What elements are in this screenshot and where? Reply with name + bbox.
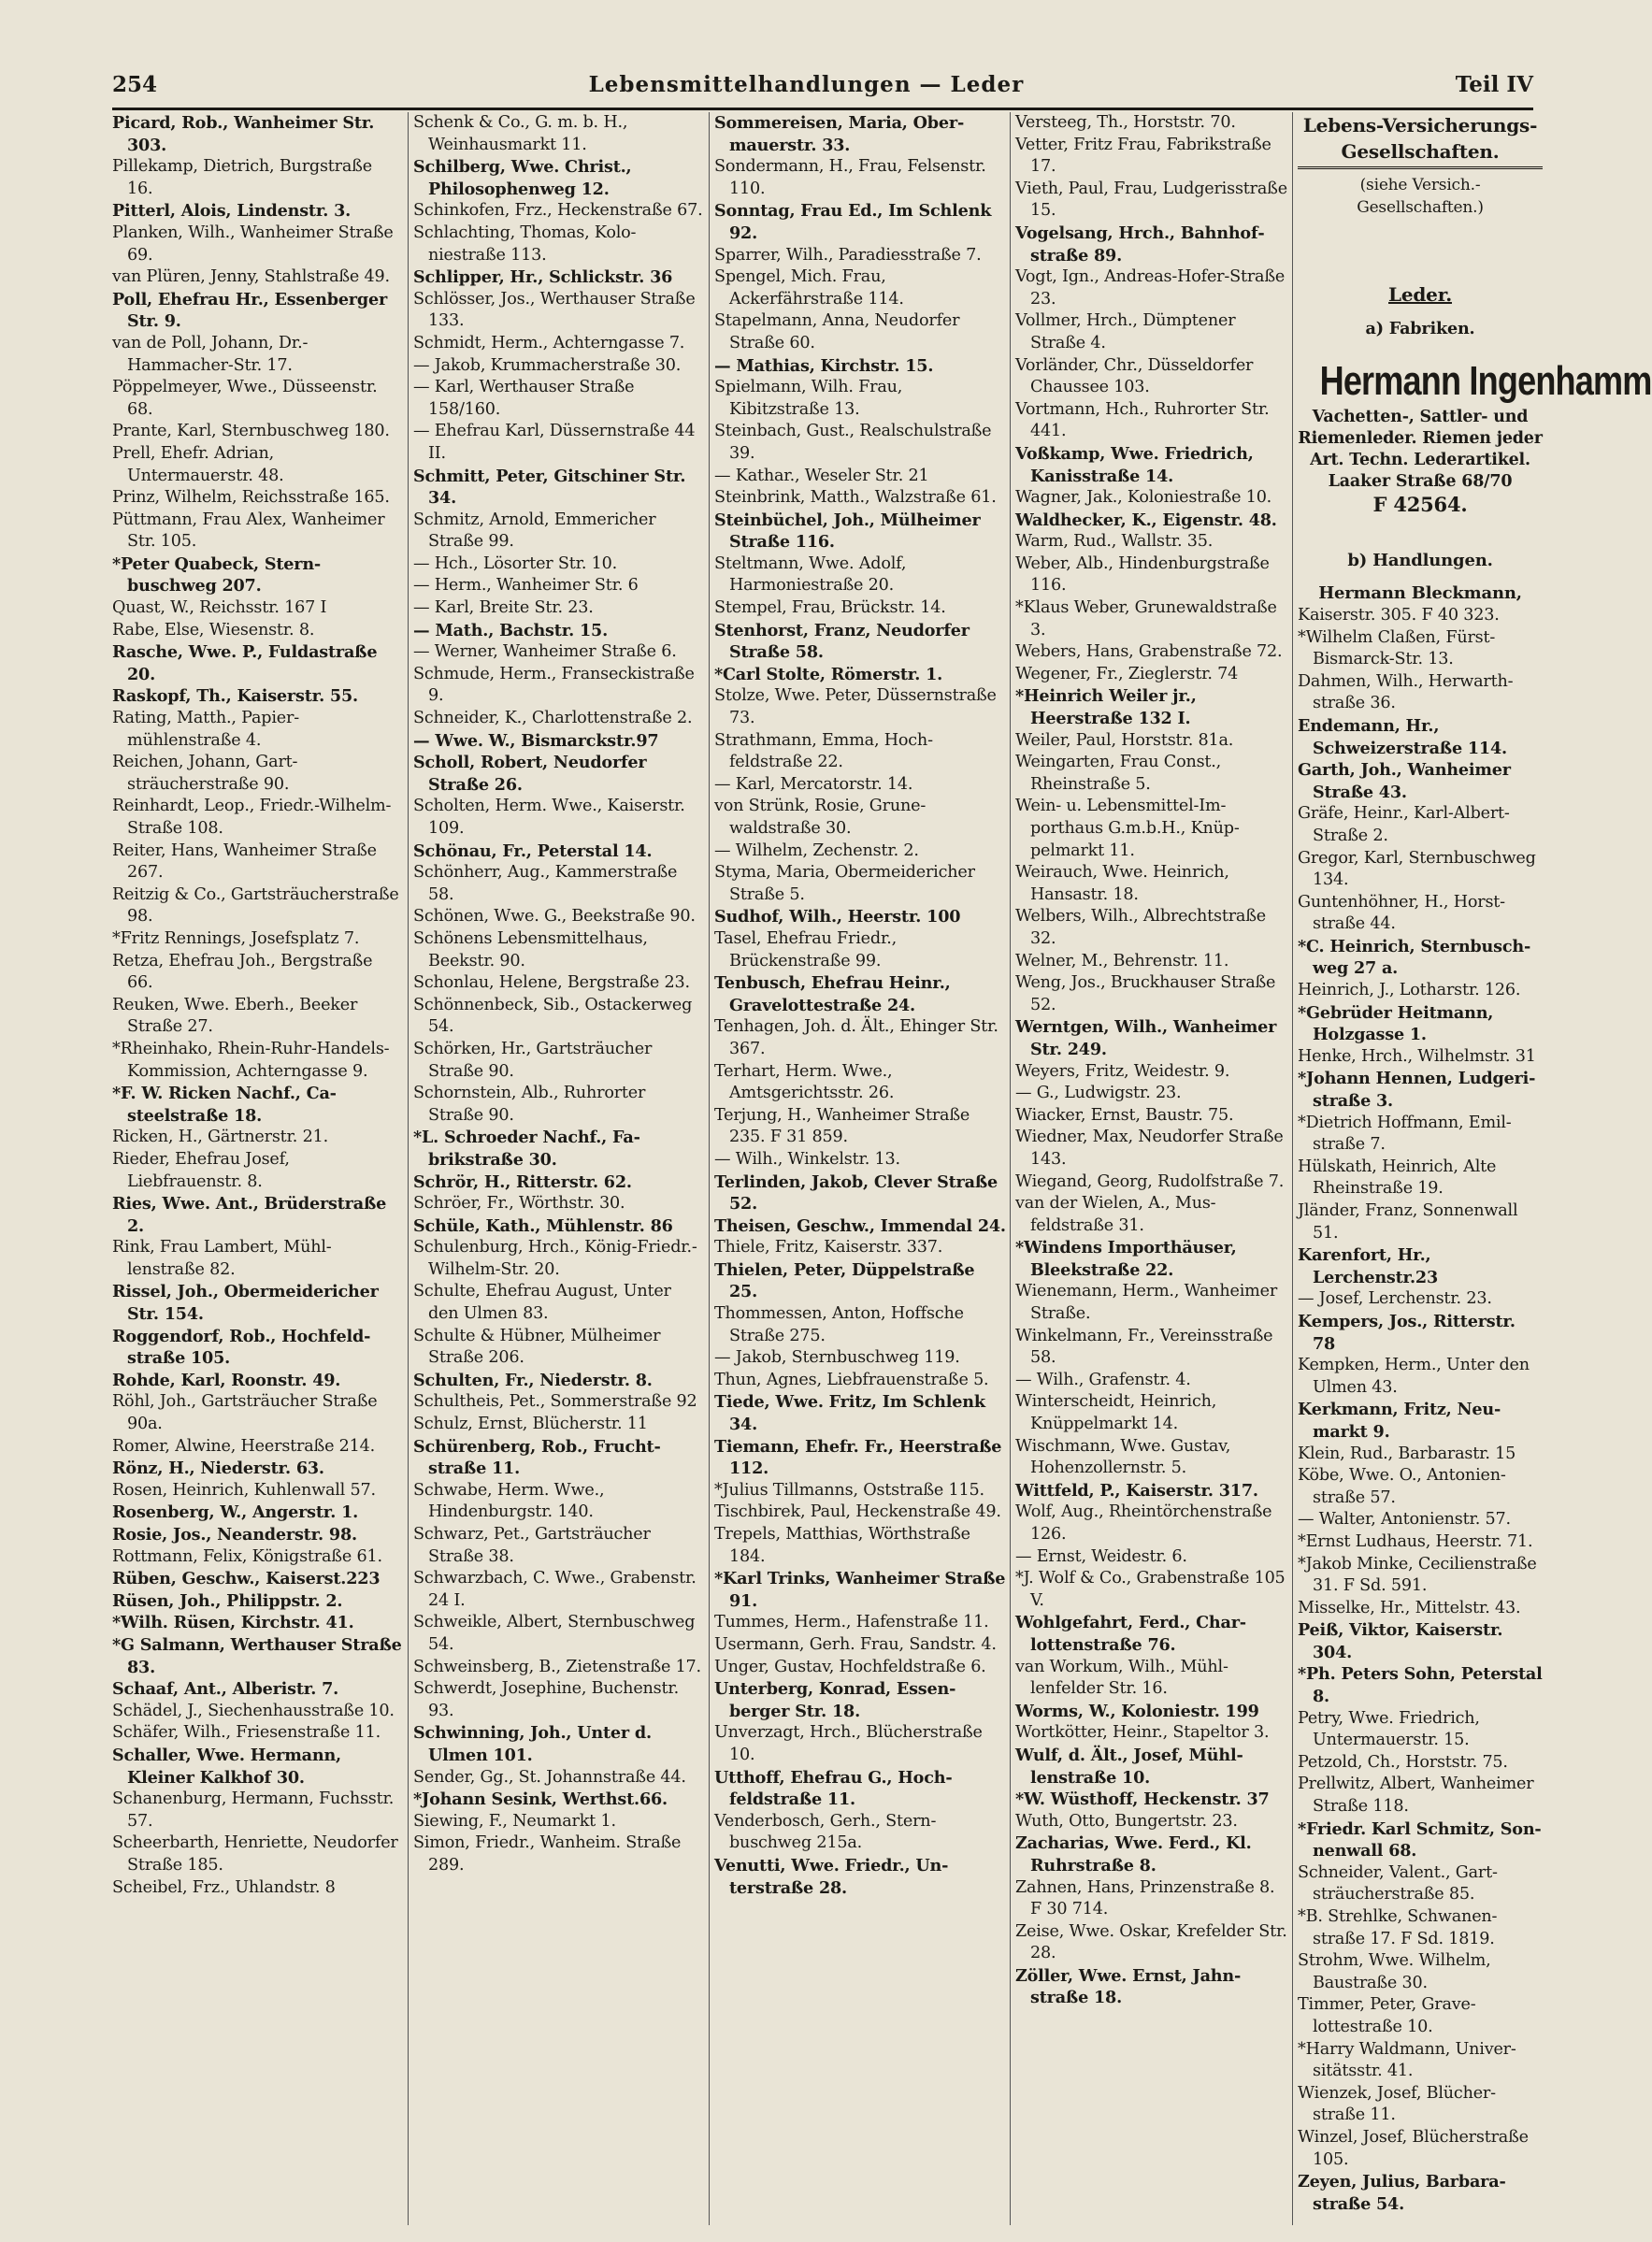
directory-entry: Picard, Rob., Wanheimer Str. 303. xyxy=(112,113,375,155)
subsection-handlungen: b) Handlungen. xyxy=(1347,551,1493,571)
directory-entry: *Carl Stolte, Römerstr. 1. xyxy=(714,664,943,684)
column-divider xyxy=(408,112,409,2225)
directory-entry: Schulte, Ehefrau August, Unter den Ulmen 83. xyxy=(413,1282,671,1324)
header-rule xyxy=(112,108,1533,110)
directory-entry: Rabe, Else, Wiesenstr. 8. xyxy=(112,620,315,640)
directory-entry: Wiegand, Georg, Rudolfstraße 7. xyxy=(1015,1171,1285,1191)
column-4 xyxy=(1015,112,1288,2225)
directory-entry: Schneider, K., Charlottenstraße 2. xyxy=(413,709,693,728)
directory-entry: Schmude, Herm., Franseckistraße 9. xyxy=(413,664,695,706)
directory-entry: Kempers, Jos., Ritterstr. 78 xyxy=(1298,1311,1516,1354)
directory-entry: Prellwitz, Albert, Wanheimer Straße 118. xyxy=(1298,1775,1534,1817)
directory-entry: Vorländer, Chr., Düsseldorfer Chaussee 103. xyxy=(1015,355,1254,397)
directory-entry: Henke, Hrch., Wilhelmstr. 31 xyxy=(1298,1046,1536,1066)
directory-entry: — Jakob, Krummacherstraße 30. xyxy=(413,355,682,375)
directory-entry: Scheibel, Frz., Uhlandstr. 8 xyxy=(112,1877,336,1897)
directory-entry: Schwarz, Pet., Gartsträucher Straße 38. xyxy=(413,1525,651,1566)
directory-entry: *Harry Waldmann, Universitätsstr. 41. xyxy=(1298,2039,1516,2081)
ad-line: Riemenleder. Riemen jeder xyxy=(1298,429,1543,449)
directory-entry: Reiter, Hans, Wanheimer Straße 267. xyxy=(112,841,377,883)
directory-entry: Schwabe, Herm. Wwe., Hindenburgstr. 140. xyxy=(413,1480,605,1522)
directory-entry: Schlachting, Thomas, Koloniestraße 113. xyxy=(413,223,637,265)
directory-entry: Thun, Agnes, Liebfrauenstraße 5. xyxy=(714,1370,989,1389)
directory-entry: Usermann, Gerh. Frau, Sandstr. 4. xyxy=(714,1634,997,1654)
directory-entry: *Julius Tillmanns, Oststraße 115. xyxy=(714,1480,984,1500)
directory-entry: von Strünk, Rosie, Grunewaldstraße 30. xyxy=(714,797,927,838)
column-divider xyxy=(1292,112,1293,2225)
directory-entry: Schulte & Hübner, Mülheimer Straße 206. xyxy=(413,1326,661,1368)
directory-entry: Sudhof, Wilh., Heerstr. 100 xyxy=(714,907,961,927)
ad-line: Vachetten-, Sattler- und xyxy=(1312,408,1529,427)
column-divider xyxy=(1010,112,1011,2225)
directory-entry: Wohlgefahrt, Ferd., Charlottenstraße 76. xyxy=(1015,1613,1247,1655)
directory-entry: Siewing, F., Neumarkt 1. xyxy=(413,1811,616,1831)
directory-entry: *Klaus Weber, Grunewaldstraße 3. xyxy=(1015,598,1277,640)
directory-entry: *Gebrüder Heitmann, Holzgasse 1. xyxy=(1298,1002,1494,1045)
directory-entry: Schönnenbeck, Sib., Ostackerweg 54. xyxy=(413,995,693,1037)
directory-entry: Schüle, Kath., Mühlenstr. 86 xyxy=(413,1215,673,1236)
directory-entry: Vortmann, Hch., Ruhrorter Str. 441. xyxy=(1015,399,1270,441)
directory-entry: Stapelmann, Anna, Neudorfer Straße 60. xyxy=(714,311,960,352)
directory-entry: Schörken, Hr., Gartsträucher Straße 90. xyxy=(413,1039,653,1081)
directory-entry: Voßkamp, Wwe. Friedrich, Kanisstraße 14. xyxy=(1015,443,1254,486)
directory-entry: Ries, Wwe. Ant., Brüderstraße 2. xyxy=(112,1194,387,1236)
directory-entry: Wiacker, Ernst, Baustr. 75. xyxy=(1015,1105,1234,1125)
directory-entry: Schanenburg, Hermann, Fuchsstr. 57. xyxy=(112,1789,395,1831)
directory-entry: Rüben, Geschw., Kaiserst.223 xyxy=(112,1569,381,1589)
directory-entry: — Karl, Mercatorstr. 14. xyxy=(714,774,913,794)
directory-entry: Romer, Alwine, Heerstraße 214. xyxy=(112,1436,376,1456)
directory-entry: — Ernst, Weidestr. 6. xyxy=(1015,1546,1187,1566)
directory-entry: *W. Wüsthoff, Heckenstr. 37 xyxy=(1015,1789,1270,1810)
directory-entry: van de Poll, Johann, Dr.-Hammacher-Str. 17. xyxy=(112,333,309,375)
directory-entry: Vogelsang, Hrch., Bahnhofstraße 89. xyxy=(1015,223,1265,266)
directory-entry: Prinz, Wilhelm, Reichsstraße 165. xyxy=(112,488,390,508)
directory-entry: Sonntag, Frau Ed., Im Schlenk 92. xyxy=(714,201,992,243)
directory-entry: Wegener, Fr., Zieglerstr. 74 xyxy=(1015,664,1239,683)
directory-entry: — G., Ludwigstr. 23. xyxy=(1015,1084,1182,1103)
directory-entry: Reuken, Wwe. Eberh., Beeker Straße 27. xyxy=(112,995,358,1037)
directory-entry: Schädel, J., Siechenhausstraße 10. xyxy=(112,1701,395,1720)
column-5 xyxy=(1298,112,1652,2225)
directory-entry: Strathmann, Emma, Hochfeldstraße 22. xyxy=(714,730,934,772)
directory-entry: Retza, Ehefrau Joh., Bergstraße 66. xyxy=(112,951,373,993)
directory-entry: Schweikle, Albert, Sternbuschweg 54. xyxy=(413,1613,696,1654)
handlungen-list xyxy=(1298,605,1543,2215)
directory-entry: Pöppelmeyer, Wwe., Düsseenstr. 68. xyxy=(112,378,378,419)
directory-entry: *Dietrich Hoffmann, Emilstraße 7. xyxy=(1298,1113,1512,1155)
directory-entry: van Plüren, Jenny, Stahlstraße 49. xyxy=(112,267,390,287)
directory-entry: Schönherr, Aug., Kammerstraße 58. xyxy=(413,863,678,904)
directory-entry: Sparrer, Wilh., Paradiesstraße 7. xyxy=(714,245,982,265)
directory-entry: *G Salmann, Werthauser Straße 83. xyxy=(112,1634,402,1677)
directory-entry: — Karl, Breite Str. 23. xyxy=(413,598,594,618)
directory-entry: Terhart, Herm. Wwe., Amtsgerichtsstr. 26. xyxy=(714,1061,895,1103)
directory-entry: Sommereisen, Maria, Obermauerstr. 33. xyxy=(714,113,965,155)
directory-entry: Petry, Wwe. Friedrich, Untermauerstr. 15. xyxy=(1298,1708,1480,1750)
directory-entry: Weirauch, Wwe. Heinrich, Hansastr. 18. xyxy=(1015,863,1229,904)
directory-entry: Simon, Friedr., Wanheim. Straße 289. xyxy=(413,1833,682,1875)
directory-entry: Rieder, Ehefrau Josef, Liebfrauenstr. 8. xyxy=(112,1149,290,1191)
directory-entry: Winkelmann, Fr., Vereinsstraße 58. xyxy=(1015,1326,1273,1368)
directory-entry: *Peter Quabeck, Sternbuschweg 207. xyxy=(112,553,322,596)
directory-entry: Kaiserstr. 305. F 40 323. xyxy=(1298,605,1500,625)
directory-entry: Köbe, Wwe. O., Antonienstraße 57. xyxy=(1298,1466,1506,1507)
directory-entry: *B. Strehlke, Schwanenstraße 17. F Sd. 1819. xyxy=(1298,1907,1498,1948)
directory-entry: Wagner, Jak., Koloniestraße 10. xyxy=(1015,488,1272,508)
directory-entry: Wienemann, Herm., Wanheimer Straße. xyxy=(1015,1282,1278,1324)
directory-entry: Waldhecker, K., Eigenstr. 48. xyxy=(1015,510,1277,530)
directory-entry: — Jakob, Sternbuschweg 119. xyxy=(714,1348,960,1368)
directory-entry: Wein- u. Lebensmittel-Importhaus G.m.b.H., Knüppelmarkt 11. xyxy=(1015,797,1240,860)
directory-entry: Welner, M., Behrenstr. 11. xyxy=(1015,951,1229,970)
directory-entry: Schulenburg, Hrch., König-Friedr.-Wilhelm-Str. 20. xyxy=(413,1238,697,1279)
directory-entry: Pitterl, Alois, Lindenstr. 3. xyxy=(112,201,352,222)
directory-entry: Wienzek, Josef, Blücherstraße 11. xyxy=(1298,2083,1497,2125)
directory-entry: *Jakob Minke, Cecilienstraße 31. F Sd. 591. xyxy=(1298,1554,1537,1596)
directory-entry: Misselke, Hr., Mittelstr. 43. xyxy=(1298,1598,1521,1617)
directory-entry: Zacharias, Wwe. Ferd., Kl. Ruhrstraße 8. xyxy=(1015,1833,1252,1876)
directory-entry: Thommessen, Anton, Hoffsche Straße 275. xyxy=(714,1304,964,1345)
directory-entry: Vieth, Paul, Frau, Ludgerisstraße 15. xyxy=(1015,179,1287,221)
directory-entry: Schlösser, Jos., Werthauser Straße 133. xyxy=(413,289,696,331)
column-divider xyxy=(709,112,710,2225)
directory-entry: Weingarten, Frau Const., Rheinstraße 5. xyxy=(1015,753,1222,794)
directory-entry: Schäfer, Wilh., Friesenstraße 11. xyxy=(112,1723,381,1743)
directory-entry: Schmidt, Herm., Achterngasse 7. xyxy=(413,333,685,352)
directory-entry: Schornstein, Alb., Ruhrorter Straße 90. xyxy=(413,1084,646,1125)
directory-entry: Poll, Ehefrau Hr., Essenberger Str. 9. xyxy=(112,289,388,332)
directory-entry: Trepels, Matthias, Wörthstraße 184. xyxy=(714,1525,970,1566)
directory-entry: van der Wielen, A., Musfeldstraße 31. xyxy=(1015,1194,1216,1235)
section-title-leder: Leder. xyxy=(1388,283,1452,307)
directory-entry: Prante, Karl, Sternbuschweg 180. xyxy=(112,422,390,441)
part-label: Teil IV xyxy=(1455,71,1533,97)
directory-entry: Schweinsberg, B., Zietenstraße 17. xyxy=(413,1657,701,1676)
directory-entry: Theisen, Geschw., Immendal 24. xyxy=(714,1215,1006,1236)
directory-entry: Scholten, Herm. Wwe., Kaiserstr. 109. xyxy=(413,797,685,838)
directory-entry: *Karl Trinks, Wanheimer Straße 91. xyxy=(714,1569,1006,1611)
directory-entry: — Wilh., Grafenstr. 4. xyxy=(1015,1370,1191,1389)
directory-entry: Terlinden, Jakob, Clever Straße 52. xyxy=(714,1171,998,1214)
directory-entry: Schenk & Co., G. m. b. H., Weinhausmarkt 11. xyxy=(413,113,628,154)
directory-entry: Schmitz, Arnold, Emmericher Straße 99. xyxy=(413,510,656,552)
directory-entry: Zeyen, Julius, Barbarastraße 54. xyxy=(1298,2172,1506,2214)
directory-entry: Steinbach, Gust., Realschulstraße 39. xyxy=(714,422,992,463)
directory-entry: Rönz, H., Niederstr. 63. xyxy=(112,1459,324,1479)
directory-entry: Sender, Gg., St. Johannstraße 44. xyxy=(413,1767,686,1787)
directory-entry: — Wwe. W., Bismarckstr.97 xyxy=(413,730,659,751)
column-1 xyxy=(112,112,402,2225)
directory-entry: *Rheinhako, Rhein-Ruhr-Handels-Kommission, Achterngasse 9. xyxy=(112,1039,390,1081)
directory-entry: Schönens Lebensmittelhaus, Beekstr. 90. xyxy=(413,928,648,970)
section-title-life-insurance: Lebens-Versicherungs-Gesellschaften. xyxy=(1298,112,1543,169)
directory-entry: Stenhorst, Franz, Neudorfer Straße 58. xyxy=(714,620,970,663)
directory-entry: Weiler, Paul, Horststr. 81a. xyxy=(1015,730,1234,750)
directory-entry: Schwerdt, Josephine, Buchenstr. 93. xyxy=(413,1679,680,1720)
directory-entry: Schmitt, Peter, Gitschiner Str. 34. xyxy=(413,466,686,509)
directory-entry: Reitzig & Co., Gartsträucherstraße 98. xyxy=(112,884,399,927)
directory-entry: Roggendorf, Rob., Hochfeldstraße 105. xyxy=(112,1326,371,1369)
page-header xyxy=(112,58,1533,110)
directory-entry: *Fritz Rennings, Josefsplatz 7. xyxy=(112,928,360,948)
directory-entry: — Werner, Wanheimer Straße 6. xyxy=(413,642,677,662)
directory-entry: Reichen, Johann, Gartsträucherstraße 90. xyxy=(112,753,298,794)
directory-entry: Schönau, Fr., Peterstal 14. xyxy=(413,841,653,861)
subsection-fabriken: a) Fabriken. xyxy=(1365,318,1475,338)
directory-entry: Tischbirek, Paul, Heckenstraße 49. xyxy=(714,1502,1001,1522)
directory-entry: Karenfort, Hr., Lerchenstr.23 xyxy=(1298,1245,1439,1287)
directory-entry: Tummes, Herm., Hafenstraße 11. xyxy=(714,1613,989,1632)
directory-entry: Rosen, Heinrich, Kuhlenwall 57. xyxy=(112,1480,376,1500)
directory-entry: Scheerbarth, Henriette, Neudorfer Straße 185. xyxy=(112,1833,398,1875)
running-title: Lebensmittelhandlungen — Leder xyxy=(588,71,1025,97)
directory-entry: Strohm, Wwe. Wilhelm, Baustraße 30. xyxy=(1298,1951,1491,1992)
directory-entry: Schultheis, Pet., Sommerstraße 92 xyxy=(413,1392,697,1412)
directory-entry: Rissel, Joh., Obermeidericher Str. 154. xyxy=(112,1282,379,1325)
directory-entry: Unterberg, Konrad, Essenberger Str. 18. xyxy=(714,1679,956,1721)
directory-entry: Pillekamp, Dietrich, Burgstraße 16. xyxy=(112,157,372,198)
directory-entry: *Ph. Peters Sohn, Peterstal 8. xyxy=(1298,1664,1543,1707)
directory-entry: Steinbüchel, Joh., Mülheimer Straße 116. xyxy=(714,510,981,553)
directory-entry: Spielmann, Wilh. Frau, Kibitzstraße 13. xyxy=(714,378,903,419)
directory-entry: Weyers, Fritz, Weidestr. 9. xyxy=(1015,1061,1230,1081)
directory-entry: *Friedr. Karl Schmitz, Sonnenwall 68. xyxy=(1298,1818,1542,1861)
directory-entry: Winzel, Josef, Blücherstraße 105. xyxy=(1298,2127,1529,2169)
directory-entry: Schonlau, Helene, Bergstraße 23. xyxy=(413,973,690,993)
directory-entry: Thiele, Fritz, Kaiserstr. 337. xyxy=(714,1238,943,1258)
directory-entry: Püttmann, Frau Alex, Wanheimer Str. 105. xyxy=(112,510,385,552)
directory-entry: — Karl, Werthauser Straße 158/160. xyxy=(413,378,635,419)
directory-entry: — Josef, Lerchenstr. 23. xyxy=(1298,1289,1492,1309)
directory-entry: Rasche, Wwe. P., Fuldastraße 20. xyxy=(112,642,378,684)
directory-entry: — Hch., Lösorter Str. 10. xyxy=(413,553,618,573)
directory-entry: Wolf, Aug., Rheintörchenstraße 126. xyxy=(1015,1502,1272,1544)
directory-entry: Schulten, Fr., Niederstr. 8. xyxy=(413,1370,653,1390)
directory-entry: *L. Schroeder Nachf., Fabrikstraße 30. xyxy=(413,1128,640,1170)
directory-entry: *Ernst Ludhaus, Heerstr. 71. xyxy=(1298,1531,1533,1551)
directory-entry: Rottmann, Felix, Königstraße 61. xyxy=(112,1546,382,1566)
directory-entry: Venderbosch, Gerh., Sternbuschweg 215a. xyxy=(714,1811,937,1853)
directory-entry: Schrör, H., Ritterstr. 62. xyxy=(413,1171,632,1192)
directory-entry: *Johann Sesink, Werthst.66. xyxy=(413,1789,668,1810)
directory-entry: Schwarzbach, C. Wwe., Grabenstr. 24 I. xyxy=(413,1569,697,1610)
columns xyxy=(112,112,1652,2225)
directory-entry: — Wilhelm, Zechenstr. 2. xyxy=(714,841,919,860)
directory-entry: Rüsen, Joh., Philippstr. 2. xyxy=(112,1590,343,1611)
directory-entry: Raskopf, Th., Kaiserstr. 55. xyxy=(112,686,358,707)
bleckmann-name: Hermann Bleckmann, xyxy=(1318,583,1522,604)
ad-line: Laaker Straße 68/70 xyxy=(1328,472,1513,492)
directory-entry: Versteeg, Th., Horststr. 70. xyxy=(1015,113,1236,132)
ad-company-name: Hermann Ingenhamm xyxy=(1319,358,1652,405)
directory-entry: Tasel, Ehefrau Friedr., Brückenstraße 99. xyxy=(714,928,898,970)
directory-entry: Kerkmann, Fritz, Neumarkt 9. xyxy=(1298,1400,1501,1442)
directory-entry: Venutti, Wwe. Friedr., Unterstraße 28. xyxy=(714,1855,949,1898)
directory-entry: Heinrich, J., Lotharstr. 126. xyxy=(1298,981,1521,1000)
column-3 xyxy=(714,112,1006,2225)
directory-entry: *Windens Importhäuser, Bleekstraße 22. xyxy=(1015,1238,1237,1280)
ad-line: Art. Techn. Lederartikel. xyxy=(1310,451,1530,470)
directory-entry: Worms, W., Koloniestr. 199 xyxy=(1015,1701,1259,1721)
directory-entry: *Johann Hennen, Ludgeristraße 3. xyxy=(1298,1069,1536,1112)
directory-entry: Gregor, Karl, Sternbuschweg 134. xyxy=(1298,848,1536,890)
section-note: (siehe Versich.-Gesellschaften.) xyxy=(1357,176,1484,217)
directory-entry: Welbers, Wilh., Albrechtstraße 32. xyxy=(1015,907,1266,948)
page-number: 254 xyxy=(112,71,158,97)
ad-telephone: F 42564. xyxy=(1372,493,1468,517)
directory-entry: Tiemann, Ehefr. Fr., Heerstraße 112. xyxy=(714,1436,1002,1479)
directory-entry: Klein, Rud., Barbarastr. 15 xyxy=(1298,1444,1516,1463)
directory-entry: Vetter, Fritz Frau, Fabrikstraße 17. xyxy=(1015,135,1271,177)
directory-entry: *J. Wolf & Co., Grabenstraße 105 V. xyxy=(1015,1569,1286,1610)
directory-entry: Ricken, H., Gärtnerstr. 21. xyxy=(112,1128,328,1147)
directory-entry: Spengel, Mich. Frau, Ackerfährstraße 114. xyxy=(714,267,904,309)
directory-entry: Planken, Wilh., Wanheimer Straße 69. xyxy=(112,223,394,265)
directory-entry: — Walter, Antonienstr. 57. xyxy=(1298,1510,1511,1530)
directory-entry: Jländer, Franz, Sonnenwall 51. xyxy=(1298,1201,1518,1243)
directory-entry: Endemann, Hr., Schweizerstraße 114. xyxy=(1298,715,1507,758)
directory-entry: Stempel, Frau, Brückstr. 14. xyxy=(714,598,946,618)
directory-entry: Utthoff, Ehefrau G., Hochfeldstraße 11. xyxy=(714,1767,953,1810)
directory-entry: Terjung, H., Wanheimer Straße 235. F 31 859. xyxy=(714,1105,970,1147)
directory-entry: Steltmann, Wwe. Adolf, Harmoniestraße 20. xyxy=(714,553,907,596)
directory-entry: Wischmann, Wwe. Gustav, Hohenzollernstr. 5. xyxy=(1015,1436,1231,1478)
directory-entry: Scholl, Robert, Neudorfer Straße 26. xyxy=(413,753,647,795)
directory-entry: *F. W. Ricken Nachf., Casteelstraße 18. xyxy=(112,1084,337,1126)
directory-entry: Tenbusch, Ehefrau Heinr., Gravelottestraße 24. xyxy=(714,973,951,1015)
directory-entry: Guntenhöhner, H., Horststraße 44. xyxy=(1298,892,1506,934)
directory-entry: *Wilhelm Claßen, Fürst-Bismarck-Str. 13. xyxy=(1298,627,1496,669)
directory-entry: Schürenberg, Rob., Fruchtstraße 11. xyxy=(413,1436,661,1479)
directory-entry: Schinkofen, Frz., Heckenstraße 67. xyxy=(413,201,703,221)
directory-entry: — Herm., Wanheimer Str. 6 xyxy=(413,576,639,596)
directory-entry: Wittfeld, P., Kaiserstr. 317. xyxy=(1015,1480,1258,1501)
directory-entry: Rink, Frau Lambert, Mühllenstraße 82. xyxy=(112,1238,332,1279)
directory-entry: Wulf, d. Ält., Josef, Mühllenstraße 10. xyxy=(1015,1745,1243,1788)
directory-entry: Tiede, Wwe. Fritz, Im Schlenk 34. xyxy=(714,1392,985,1435)
directory-entry: Wortkötter, Heinr., Stapeltor 3. xyxy=(1015,1723,1270,1743)
directory-entry: Gräfe, Heinr., Karl-Albert-Straße 2. xyxy=(1298,804,1510,845)
directory-entry: Unverzagt, Hrch., Blücherstraße 10. xyxy=(714,1723,983,1764)
directory-entry: Schröer, Fr., Wörthstr. 30. xyxy=(413,1194,625,1214)
directory-entry: Vogt, Ign., Andreas-Hofer-Straße 23. xyxy=(1015,267,1286,309)
directory-entry: Zeise, Wwe. Oskar, Krefelder Str. 28. xyxy=(1015,1921,1287,1963)
directory-entry: Vollmer, Hrch., Dümptener Straße 4. xyxy=(1015,311,1236,352)
directory-entry: Rosie, Jos., Neanderstr. 98. xyxy=(112,1525,357,1545)
directory-entry: Werntgen, Wilh., Wanheimer Str. 249. xyxy=(1015,1017,1277,1059)
directory-entry: Schaaf, Ant., Alberistr. 7. xyxy=(112,1679,339,1700)
directory-entry: — Wilh., Winkelstr. 13. xyxy=(714,1149,900,1169)
directory-entry: Quast, W., Reichsstr. 167 I xyxy=(112,598,327,618)
directory-entry: Petzold, Ch., Horststr. 75. xyxy=(1298,1752,1508,1772)
directory-entry: Schaller, Wwe. Hermann, Kleiner Kalkhof 30. xyxy=(112,1745,341,1788)
directory-entry: Schwinning, Joh., Unter d. Ulmen 101. xyxy=(413,1723,652,1765)
directory-entry: Zahnen, Hans, Prinzenstraße 8. F 30 714. xyxy=(1015,1877,1275,1919)
directory-entry: — Math., Bachstr. 15. xyxy=(413,620,609,640)
directory-entry: Hülskath, Heinrich, Alte Rheinstraße 19. xyxy=(1298,1157,1497,1199)
directory-entry: *Wilh. Rüsen, Kirchstr. 41. xyxy=(112,1613,354,1633)
directory-entry: Unger, Gustav, Hochfeldstraße 6. xyxy=(714,1657,986,1676)
directory-entry: Styma, Maria, Obermeidericher Straße 5. xyxy=(714,863,975,904)
column-2 xyxy=(413,112,705,2225)
directory-entry: Schlipper, Hr., Schlickstr. 36 xyxy=(413,267,673,288)
directory-entry: Garth, Joh., Wanheimer Straße 43. xyxy=(1298,760,1511,802)
directory-entry: Winterscheidt, Heinrich, Knüppelmarkt 14. xyxy=(1015,1392,1217,1434)
directory-entry: Prell, Ehefr. Adrian, Untermauerstr. 48. xyxy=(112,443,284,485)
directory-entry: Weng, Jos., Bruckhauser Straße 52. xyxy=(1015,973,1276,1014)
directory-entry: Steinbrink, Matth., Walzstraße 61. xyxy=(714,488,997,508)
directory-entry: Schneider, Valent., Gartsträucherstraße 85. xyxy=(1298,1862,1498,1904)
directory-entry: Stolze, Wwe. Peter, Düssernstraße 73. xyxy=(714,686,997,728)
directory-entry: Weber, Alb., Hindenburgstraße 116. xyxy=(1015,553,1270,596)
directory-entry: Schulz, Ernst, Blücherstr. 11 xyxy=(413,1415,648,1434)
directory-entry: Reinhardt, Leop., Friedr.-Wilhelm-Straße 108. xyxy=(112,797,392,838)
directory-entry: Wiedner, Max, Neudorfer Straße 143. xyxy=(1015,1128,1284,1169)
directory-entry: *Heinrich Weiler jr., Heerstraße 132 I. xyxy=(1015,686,1197,729)
directory-entry: *C. Heinrich, Sternbuschweg 27 a. xyxy=(1298,936,1531,979)
directory-entry: Rohde, Karl, Roonstr. 49. xyxy=(112,1370,341,1390)
directory-entry: Thielen, Peter, Düppelstraße 25. xyxy=(714,1259,975,1302)
directory-entry: — Kathar., Weseler Str. 21 xyxy=(714,466,929,485)
directory-entry: Warm, Rud., Wallstr. 35. xyxy=(1015,532,1214,552)
directory-entry: Wuth, Otto, Bungertstr. 23. xyxy=(1015,1811,1238,1831)
directory-entry: Dahmen, Wilh., Herwarthstraße 36. xyxy=(1298,671,1514,713)
directory-entry: Kempken, Herm., Unter den Ulmen 43. xyxy=(1298,1356,1530,1397)
directory-entry: Timmer, Peter, Gravelottestraße 10. xyxy=(1298,1995,1476,2036)
directory-entry: Webers, Hans, Grabenstraße 72. xyxy=(1015,642,1283,662)
directory-entry: Röhl, Joh., Gartsträucher Straße 90a. xyxy=(112,1392,378,1434)
directory-entry: — Ehefrau Karl, Düssernstraße 44 II. xyxy=(413,422,696,463)
directory-entry: Sondermann, H., Frau, Felsenstr. 110. xyxy=(714,157,986,198)
directory-entry: Tenhagen, Joh. d. Ält., Ehinger Str. 367. xyxy=(714,1017,998,1058)
directory-entry: Schilberg, Wwe. Christ., Philosophenweg 12. xyxy=(413,157,632,199)
directory-entry: van Workum, Wilh., Mühllenfelder Str. 16. xyxy=(1015,1657,1228,1699)
directory-entry: Schönen, Wwe. G., Beekstraße 90. xyxy=(413,907,696,927)
directory-entry: Rosenberg, W., Angerstr. 1. xyxy=(112,1502,359,1523)
directory-entry: Rating, Matth., Papiermühlenstraße 4. xyxy=(112,709,300,750)
directory-entry: Zöller, Wwe. Ernst, Jahnstraße 18. xyxy=(1015,1965,1242,2008)
directory-entry: — Mathias, Kirchstr. 15. xyxy=(714,355,934,376)
directory-entry: Peiß, Viktor, Kaiserstr. 304. xyxy=(1298,1620,1503,1662)
